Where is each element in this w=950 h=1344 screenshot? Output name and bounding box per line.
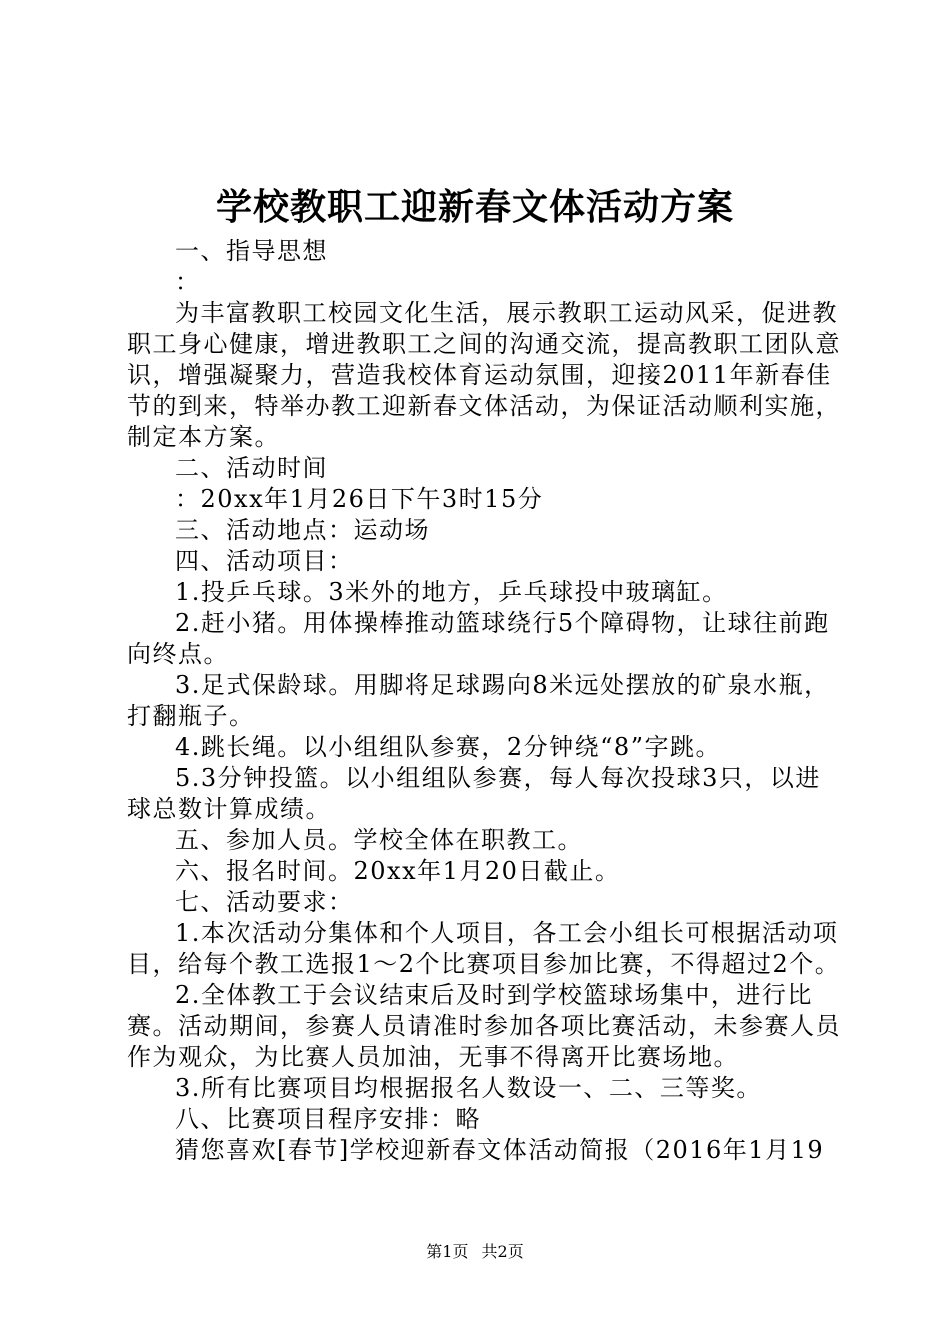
- list-item: 1.投乒乓球。3米外的地方，乒乓球投中玻璃缸。: [175, 578, 728, 606]
- heading-activity-time: 二、活动时间: [175, 454, 328, 482]
- document-title: 学校教职工迎新春文体活动方案: [215, 186, 734, 228]
- document-body: [127, 236, 843, 1166]
- heading-program-schedule: 八、比赛项目程序安排：略: [175, 1105, 481, 1133]
- heading-requirements: 七、活动要求：: [175, 888, 354, 916]
- list-item: 2.赶小猪。用体操棒推动篮球绕行5个障碍物，让球往前跑向终点。: [127, 609, 830, 668]
- list-item: 5.3分钟投篮。以小组组队参赛，每人每次投球3只，以进球总数计算成绩。: [127, 764, 821, 823]
- list-item: 1.本次活动分集体和个人项目，各工会小组长可根据活动项目，给每个教工选报1～2个比赛项目参加比赛，不得超过2个。: [127, 919, 841, 978]
- heading-activity-location: 三、活动地点：运动场: [175, 516, 430, 544]
- paragraph-purpose: 为丰富教职工校园文化生活，展示教职工运动风采，促进教职工身心健康，增进教职工之间的沟通交流，提高教职工团队意识，增强凝聚力，营造我校体育运动氛围，迎接2011年新春佳节的到来，特举办教工迎新春文体活动，为保证活动顺利实施，制定本方案。: [127, 299, 841, 451]
- related-article-link[interactable]: 猜您喜欢[春节]学校迎新春文体活动简报（2016年1月19: [175, 1136, 825, 1164]
- list-item: 3.足式保龄球。用脚将足球踢向8米远处摆放的矿泉水瓶，打翻瓶子。: [127, 671, 830, 730]
- list-item: 4.跳长绳。以小组组队参赛，2分钟绕“8”字跳。: [175, 733, 721, 761]
- heading-guiding-ideology: 一、指导思想: [175, 237, 328, 265]
- paragraph-colon: ：: [175, 268, 201, 296]
- paragraph-activity-time: ：20xx年1月26日下午3时15分: [175, 485, 544, 513]
- list-item: 2.全体教工于会议结束后及时到学校篮球场集中，进行比赛。活动期间，参赛人员请准时参加各项比赛活动，未参赛人员作为观众，为比赛人员加油，无事不得离开比赛场地。: [127, 981, 841, 1071]
- page-total: 共2页: [481, 1242, 524, 1261]
- heading-registration-time: 六、报名时间。20xx年1月20日截止。: [175, 857, 621, 885]
- heading-activity-items: 四、活动项目：: [175, 547, 354, 575]
- list-item: 3.所有比赛项目均根据报名人数设一、二、三等奖。: [175, 1074, 762, 1102]
- page-footer: [0, 1241, 950, 1263]
- page-number: 第1页: [426, 1242, 469, 1261]
- heading-participants: 五、参加人员。学校全体在职教工。: [175, 826, 583, 854]
